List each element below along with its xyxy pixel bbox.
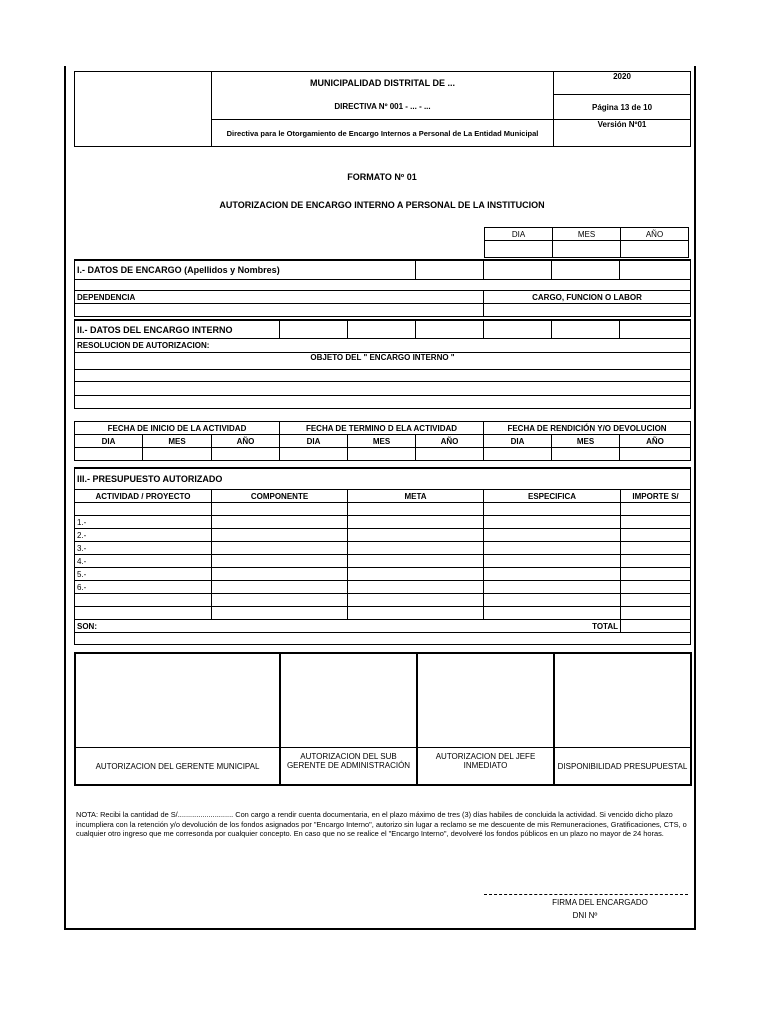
budget-cell[interactable] bbox=[484, 555, 621, 568]
date-mes-cell[interactable] bbox=[553, 241, 621, 258]
date-input[interactable] bbox=[280, 448, 348, 461]
anio-label: AÑO bbox=[620, 435, 691, 448]
blank-row bbox=[75, 633, 691, 645]
date-anio-header: AÑO bbox=[621, 228, 689, 241]
section3-title: III.- PRESUPUESTO AUTORIZADO bbox=[75, 468, 691, 490]
date-anio-cell[interactable] bbox=[621, 241, 689, 258]
budget-cell[interactable] bbox=[621, 607, 691, 620]
son-label: SON: bbox=[75, 620, 484, 633]
budget-cell[interactable] bbox=[348, 594, 484, 607]
budget-cell[interactable] bbox=[212, 568, 348, 581]
budget-cell[interactable] bbox=[484, 516, 621, 529]
signature-box[interactable] bbox=[554, 653, 691, 748]
budget-cell[interactable] bbox=[212, 581, 348, 594]
budget-cell[interactable] bbox=[348, 607, 484, 620]
signature-line bbox=[484, 894, 688, 895]
resolucion-label[interactable]: RESOLUCION DE AUTORIZACION: bbox=[75, 339, 691, 353]
blank-cell bbox=[620, 320, 691, 339]
row-label: 2.- bbox=[75, 529, 212, 542]
date-input[interactable] bbox=[552, 448, 620, 461]
signature-box[interactable] bbox=[417, 653, 554, 748]
date-input[interactable] bbox=[212, 448, 280, 461]
cargo-label: CARGO, FUNCION O LABOR bbox=[484, 291, 691, 304]
blank-cell bbox=[348, 320, 416, 339]
name-cell[interactable] bbox=[620, 260, 691, 280]
budget-cell[interactable] bbox=[75, 594, 212, 607]
budget-cell[interactable] bbox=[212, 529, 348, 542]
budget-cell[interactable] bbox=[621, 568, 691, 581]
formato-title: FORMATO Nº 01 bbox=[347, 172, 417, 182]
objeto-line[interactable] bbox=[75, 370, 691, 382]
objeto-label: OBJETO DEL " ENCARGO INTERNO " bbox=[75, 353, 691, 370]
directive-description: Directiva para le Otorgamiento de Encargo Internos a Personal de La Entidad Municipal bbox=[212, 120, 554, 147]
dependencia-field[interactable] bbox=[75, 304, 484, 317]
objeto-line[interactable] bbox=[75, 396, 691, 409]
section1-table bbox=[74, 259, 691, 317]
blank-cell bbox=[484, 320, 552, 339]
budget-cell[interactable] bbox=[621, 594, 691, 607]
total-label: TOTAL bbox=[484, 620, 621, 633]
row-label: 5.- bbox=[75, 568, 212, 581]
signature-label-gerente: AUTORIZACION DEL GERENTE MUNICIPAL bbox=[75, 748, 280, 786]
objeto-line[interactable] bbox=[75, 382, 691, 396]
cargo-field[interactable] bbox=[484, 304, 691, 317]
mes-label: MES bbox=[552, 435, 620, 448]
fecha-inicio-label: FECHA DE INICIO DE LA ACTIVIDAD bbox=[75, 422, 280, 435]
logo-cell bbox=[75, 72, 212, 147]
col-actividad: ACTIVIDAD / PROYECTO bbox=[75, 490, 212, 503]
budget-cell[interactable] bbox=[484, 503, 621, 516]
budget-cell[interactable] bbox=[621, 542, 691, 555]
section2-title: II.- DATOS DEL ENCARGO INTERNO bbox=[75, 320, 280, 339]
section2-table bbox=[74, 319, 691, 461]
blank-cell bbox=[552, 320, 620, 339]
budget-cell[interactable] bbox=[348, 568, 484, 581]
budget-cell[interactable] bbox=[212, 503, 348, 516]
date-box bbox=[484, 227, 689, 258]
date-input[interactable] bbox=[416, 448, 484, 461]
date-input[interactable] bbox=[143, 448, 212, 461]
budget-cell[interactable] bbox=[212, 594, 348, 607]
budget-cell[interactable] bbox=[484, 568, 621, 581]
anio-label: AÑO bbox=[416, 435, 484, 448]
blank-cell bbox=[280, 320, 348, 339]
section1-title: I.- DATOS DE ENCARGO (Apellidos y Nombres) bbox=[75, 260, 416, 280]
form-subtitle: AUTORIZACION DE ENCARGO INTERNO A PERSONAL DE LA INSTITUCION bbox=[219, 200, 545, 210]
header-page: Página 13 de 10 bbox=[554, 95, 691, 120]
budget-cell[interactable] bbox=[484, 542, 621, 555]
signature-label-subgerente: AUTORIZACION DEL SUB GERENTE DE ADMINISTRACIÓN bbox=[280, 748, 417, 786]
budget-cell[interactable] bbox=[348, 581, 484, 594]
date-dia-header: DIA bbox=[485, 228, 553, 241]
signature-label-jefe: AUTORIZACION DEL JEFE INMEDIATO bbox=[417, 748, 554, 786]
budget-cell[interactable] bbox=[348, 503, 484, 516]
budget-cell[interactable] bbox=[212, 542, 348, 555]
budget-cell[interactable] bbox=[212, 516, 348, 529]
col-importe: IMPORTE S/ bbox=[621, 490, 691, 503]
mes-label: MES bbox=[348, 435, 416, 448]
fecha-termino-label: FECHA DE TERMINO D ELA ACTIVIDAD bbox=[280, 422, 484, 435]
row-label: 6.- bbox=[75, 581, 212, 594]
budget-cell[interactable] bbox=[484, 594, 621, 607]
budget-cell[interactable] bbox=[621, 503, 691, 516]
budget-cell[interactable] bbox=[621, 581, 691, 594]
budget-cell[interactable] bbox=[348, 516, 484, 529]
section3-table bbox=[74, 467, 691, 645]
signature-box[interactable] bbox=[75, 653, 280, 748]
dia-label: DIA bbox=[280, 435, 348, 448]
date-input[interactable] bbox=[484, 448, 552, 461]
dia-label: DIA bbox=[75, 435, 143, 448]
budget-cell[interactable] bbox=[484, 607, 621, 620]
name-cell[interactable] bbox=[552, 260, 620, 280]
budget-cell[interactable] bbox=[75, 503, 212, 516]
col-componente: COMPONENTE bbox=[212, 490, 348, 503]
budget-cell[interactable] bbox=[212, 607, 348, 620]
date-input[interactable] bbox=[348, 448, 416, 461]
name-cell[interactable] bbox=[484, 260, 552, 280]
date-input[interactable] bbox=[75, 448, 143, 461]
institution-name: MUNICIPALIDAD DISTRITAL DE ... bbox=[212, 72, 554, 95]
signature-box[interactable] bbox=[280, 653, 417, 748]
date-dia-cell[interactable] bbox=[485, 241, 553, 258]
nota-text: NOTA: Recibi la cantidad de S/........................... Con cargo a rendir cuenta documentaria, en el plazo máximo de tres (3) días habiles de concluida la actividad. Si vencido dicho plazo incumpliera con la retención y/o devolución de los fondos asignados por "Encargo Interno", autorizo sin lugar a reclamo se me descuente de mis Remuneraciones, Gratificaciones, CTS, o cualquier otro ingreso que me corresonda por cualquier concepto. En caso que no se realice el "Encargo Interno", devolveré los fondos públicos en un plazo no mayor de 24 horas. bbox=[76, 810, 687, 838]
firma-label: FIRMA DEL ENCARGADO bbox=[552, 898, 648, 907]
anio-label: AÑO bbox=[212, 435, 280, 448]
budget-cell[interactable] bbox=[621, 555, 691, 568]
row-label: 1.- bbox=[75, 516, 212, 529]
budget-cell[interactable] bbox=[212, 555, 348, 568]
name-cell[interactable] bbox=[416, 260, 484, 280]
blank-cell bbox=[416, 320, 484, 339]
budget-cell[interactable] bbox=[621, 516, 691, 529]
budget-cell[interactable] bbox=[75, 607, 212, 620]
col-meta: META bbox=[348, 490, 484, 503]
budget-cell[interactable] bbox=[621, 529, 691, 542]
budget-cell[interactable] bbox=[348, 529, 484, 542]
header-year: 2020 bbox=[554, 72, 691, 95]
date-input[interactable] bbox=[620, 448, 691, 461]
directive-number: DIRECTIVA Nº 001 - ... - ... bbox=[212, 95, 554, 120]
dni-label: DNI Nº bbox=[572, 911, 598, 920]
dependencia-label: DEPENDENCIA bbox=[75, 291, 484, 304]
header-version: Versión Nº01 bbox=[554, 120, 691, 147]
dia-label: DIA bbox=[484, 435, 552, 448]
budget-cell[interactable] bbox=[348, 555, 484, 568]
col-especifica: ESPECIFICA bbox=[484, 490, 621, 503]
budget-cell[interactable] bbox=[348, 542, 484, 555]
blank-row bbox=[75, 280, 691, 291]
budget-cell[interactable] bbox=[484, 529, 621, 542]
mes-label: MES bbox=[143, 435, 212, 448]
row-label: 3.- bbox=[75, 542, 212, 555]
date-mes-header: MES bbox=[553, 228, 621, 241]
fecha-rendicion-label: FECHA DE RENDICIÓN Y/O DEVOLUCION bbox=[484, 422, 691, 435]
signature-table bbox=[74, 652, 692, 786]
row-label: 4.- bbox=[75, 555, 212, 568]
total-value[interactable] bbox=[621, 620, 691, 633]
header-table bbox=[74, 71, 691, 147]
spacer-row bbox=[75, 409, 691, 422]
budget-cell[interactable] bbox=[484, 581, 621, 594]
signature-label-presupuestal: DISPONIBILIDAD PRESUPUESTAL bbox=[554, 748, 691, 786]
